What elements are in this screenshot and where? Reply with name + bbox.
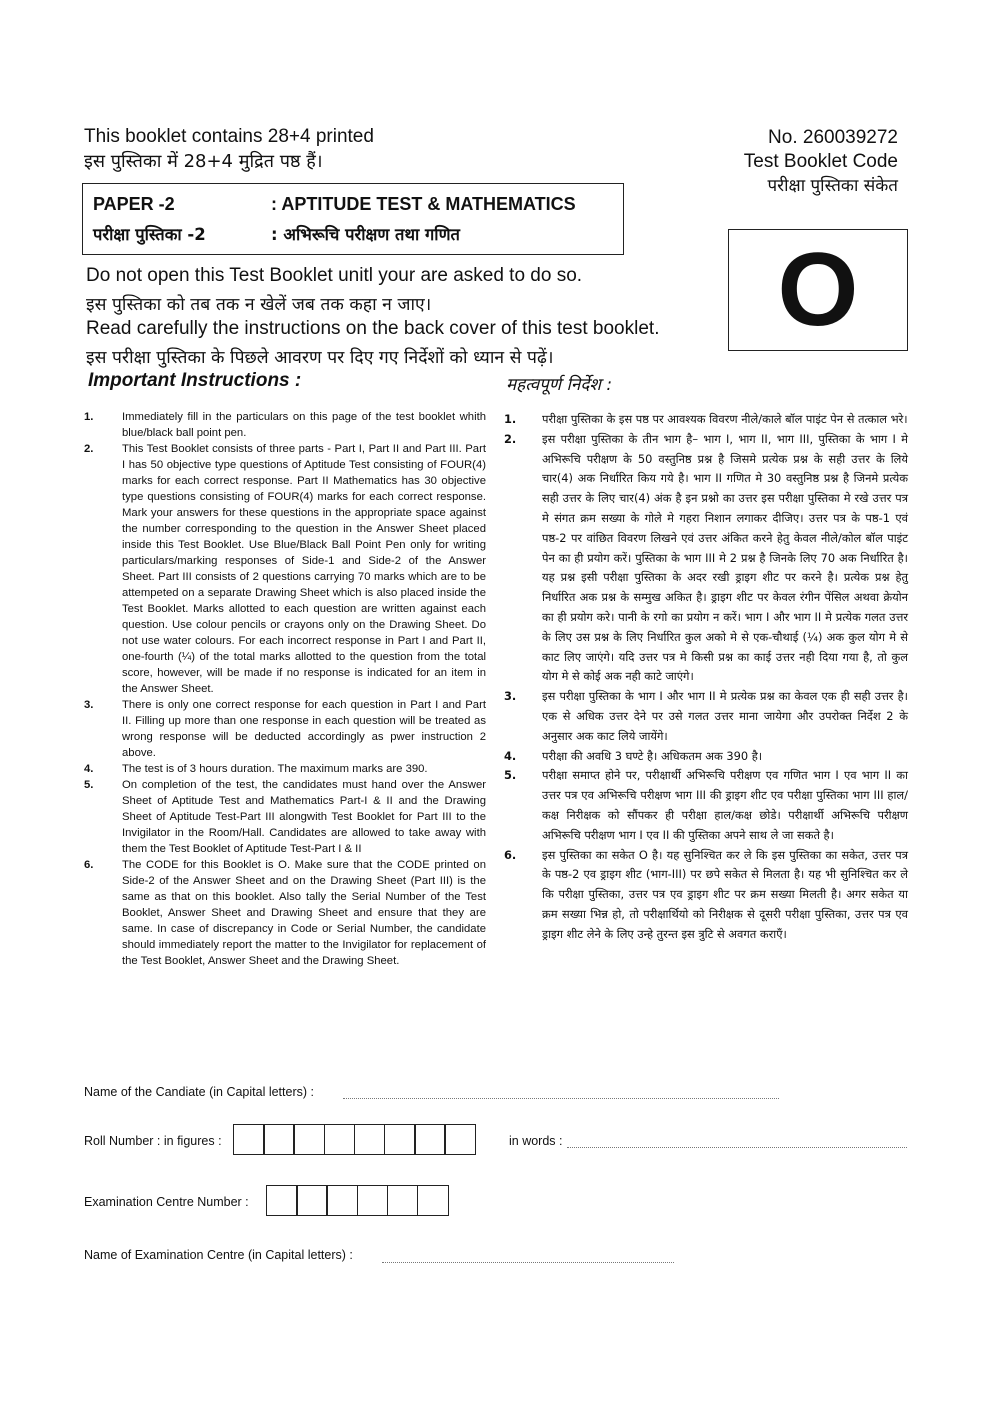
digit-box[interactable] — [324, 1124, 356, 1155]
item-text: इस परीक्षा पुस्तिका के भाग I और भाग II मे प्रत्येक प्रश्न का केवल एक ही सही उत्तर है। एक से अधिक उत्तर देने पर उसे गलत उत्तर माना जायेगा और उपरोक्त निर्देश 2 के अनुसार अक काट लिये जायेंगे। — [542, 689, 908, 743]
digit-box[interactable] — [357, 1185, 389, 1216]
item-number: 1. — [84, 411, 94, 423]
item-text: Immediately fill in the particulars on this page of the test booklet whith blue/black ball point pen. — [122, 411, 486, 439]
item-text: इस पुस्तिका का सकेत O है। यह सुनिश्चित कर ले कि इस पुस्तिका का सकेत, उत्तर पत्र के पष्ठ-2 एव ड्राइग शीट (भाग-III) पर छपे सकेत से मिलता है। यह भी सुनिश्चित कर ले कि परीक्षा पुस्तिका, उत्तर पत्र एव ड्राइग शीट पर क्रम सख्या मिलती है। अगर सकेत या क्रम सख्या भिन्न हो, तो परीक्षार्थियो को निरीक्षक से दूसरी परीक्षा पुस्तिका, उत्तर पत्र एव ड्राइग शीट लेने के लिए उन्हे तुरन्त इस त्रुटि से अवगत कराएँ। — [542, 847, 908, 941]
digit-box[interactable] — [354, 1124, 386, 1155]
item-number: 4. — [84, 763, 94, 775]
centre-number-boxes[interactable] — [266, 1185, 447, 1216]
notice-line2-en: Read carefully the instructions on the back cover of this test booklet. — [86, 318, 660, 339]
centre-name-field[interactable] — [382, 1262, 674, 1263]
centre-name-label: Name of Examination Centre (in Capital letters) : — [84, 1248, 353, 1262]
item-number: 3. — [84, 699, 94, 711]
booklet-code: O — [777, 232, 859, 348]
item-text: परीक्षा की अवधि 3 घण्टे है। अधिकतम अक 390 है। — [542, 748, 763, 763]
paper-label-en: PAPER -2 — [93, 194, 175, 214]
item-text: The test is of 3 hours duration. The maximum marks are 390. — [122, 763, 428, 775]
digit-box[interactable] — [444, 1124, 476, 1155]
digit-box[interactable] — [293, 1124, 325, 1155]
instruction-item — [84, 777, 486, 857]
paper-box — [82, 183, 624, 255]
digit-box[interactable] — [266, 1185, 298, 1216]
digit-box[interactable] — [233, 1124, 265, 1155]
roll-number-boxes[interactable] — [233, 1124, 475, 1155]
item-number: 3. — [504, 689, 517, 704]
item-number: 6. — [84, 859, 94, 871]
notice-line1-hi: इस पुस्तिका को तब तक न खेलें जब तक कहा न जाए। — [86, 295, 432, 315]
item-number: 5. — [504, 768, 517, 783]
booklet-info — [744, 126, 898, 198]
item-number: 6. — [504, 847, 517, 862]
item-text: इस परीक्षा पुस्तिका के तीन भाग है– भाग I, भाग II, भाग III, पुस्तिका के भाग I मे अभिरूचि परीक्षण के 50 वस्तुनिष्ठ प्रश्न है जिसमे प्रत्येक प्रश्न के सही उत्तर के लिये चार(4) अक निर्धारित किय गये है। भाग II गणित मे 30 वस्तुनिष्ठ प्रश्न है जिनमे प्रत्येक सही उत्तर के लिए चार(4) अंक है इन प्रश्नो का उत्तर इस परीक्षा पुस्तिका मे रखे उत्तर पत्र मे संगत क्रम सख्या के गोले मे गहरा निशान लगाकर दीजिए। उत्तर पत्र के पष्ठ-1 एवं पष्ठ-2 पर वांछित विवरण लिखने एवं उत्तर अंकित करने हेतु केवल नीले/कोल बॉल पाइंट पेन का ही प्रयोग करें। पुस्तिका के भाग III मे 2 प्रश्न है जिनके लिए 70 अक निर्धारित है। यह प्रश्न इसी परीक्षा पुस्तिका के अदर रखी ड्राइग शीट पर करने है। प्रत्येक प्रश्न हेतु निर्धारित अक प्रश्न के सम्मुख अकित है। ड्राइग शीट पर केवल रंगीन पेंसिल अथवा क्रेयोन का ही प्रयोग करे। पानी के रगो का प्रयोग न करें। भाग I और भाग II मे प्रत्येक गलत उत्तर के लिए उस प्रश्न के लिए निर्धारित कुल अको मे से एक-चौथाई (¼) अक कुल योग मे से काट लिए जाएंगे। यदि उत्तर पत्र मे किसी प्रश्न का काई उत्तर नही दिया गया है, तो कुल योग मे से कोई अक नही काटे जाएंगे। — [542, 431, 908, 684]
instruction-item — [84, 697, 486, 761]
item-text: The CODE for this Booklet is O. Make sure that the CODE printed on Side-2 of the Answer Sheet and on the Drawing Sheet (Part III) is the same as that on this booklet. Also tally the Serial Number of the Test Booklet, Answer Sheet and Drawing Sheet and ensure that they are same. In case of discrepancy in Code or Serial Number, the candidate should immediately report the matter to the Invigilator for replacement of the Test Booklet, Answer Sheet and the Drawing Sheet. — [122, 859, 486, 967]
instruction-item-hi — [504, 430, 908, 687]
item-text: परीक्षा पुस्तिका के इस पष्ठ पर आवश्यक विवरण नीले/काले बॉल पाइंट पेन से तत्काल भरे। — [542, 412, 908, 426]
item-number: 2. — [84, 443, 94, 455]
code-label-en: Test Booklet Code — [743, 151, 898, 172]
paper-title-hi: : अभिरूचि परीक्षण तथा गणित — [271, 225, 460, 244]
digit-box[interactable] — [387, 1185, 419, 1216]
roll-words-label: in words : — [509, 1134, 563, 1148]
code-box — [728, 229, 908, 351]
candidate-name-label: Name of the Candiate (in Capital letters) : — [84, 1085, 314, 1099]
item-number: 5. — [84, 779, 94, 791]
item-text: परीक्षा समाप्त होने पर, परीक्षार्थी अभिरूचि परीक्षण एव गणित भाग I एव भाग II का उत्तर पत्र एव अभिरूचि परीक्षण भाग III की ड्राइग शीट एव परीक्षा पुस्तिका भाग III हाल/कक्ष निरीक्षक को सौंपकर ही परीक्षा हाल/कक्ष छोडे। परीक्षार्थी अभिरूचि परीक्षण अभिरूचि परीक्षण भाग I एव II की पुस्तिका अपने साथ ले जा सकते है। — [542, 768, 908, 842]
item-number: 1. — [504, 412, 517, 426]
digit-box[interactable] — [326, 1185, 358, 1216]
instruction-item — [84, 441, 486, 697]
digit-box[interactable] — [414, 1124, 446, 1155]
item-number: 2. — [504, 431, 517, 446]
centre-number-label: Examination Centre Number : — [84, 1195, 249, 1209]
instruction-item — [84, 409, 486, 441]
instructions-heading-en: Important Instructions : — [88, 370, 302, 391]
paper-label-hi: परीक्षा पुस्तिका -2 — [93, 225, 206, 244]
item-text: On completion of the test, the candidates must hand over the Answer Sheet of Aptitude Test and Mathematics Part-I & II and the Drawing Sheet of Aptitude Test-Part III alongwith Test Booklet for Part III to the Invigilator in the Room/Hall. Candidates are allowed to take away with them the Test Booklet of Aptitude Test-Part I & II — [122, 779, 486, 855]
paper-title-en: : APTITUDE TEST & MATHEMATICS — [271, 194, 576, 214]
digit-box[interactable] — [417, 1185, 449, 1216]
notice-line2-hi: इस परीक्षा पुस्तिका के पिछले आवरण पर दिए गए निर्देशों को ध्यान से पढ़ें। — [86, 348, 554, 368]
instruction-item — [84, 761, 486, 777]
code-label-hi: परीक्षा पुस्तिका संकेत — [767, 176, 898, 196]
candidate-name-field[interactable] — [343, 1098, 779, 1099]
digit-box[interactable] — [384, 1124, 416, 1155]
instruction-item-hi — [504, 747, 908, 767]
instructions-heading-hi: महत्वपूर्ण निर्देश : — [506, 375, 613, 395]
instruction-item-hi — [504, 410, 908, 430]
booklet-pages-hi: इस पुस्तिका में 28+4 मुद्रित पष्ठ हैं। — [84, 151, 323, 172]
booklet-pages-en: This booklet contains 28+4 printed — [84, 126, 374, 147]
roll-words-field[interactable] — [567, 1147, 907, 1148]
booklet-number: No. 260039272 — [768, 127, 898, 148]
item-text: This Test Booklet consists of three parts - Part I, Part II and Part III. Part I has 50 objective type questions of Aptitude Test consisting of FOUR(4) marks for each correct response. Part II Mathematics has 30 objective type questions consisting of FOUR(4) marks for each correct response. Mark your answers for these questions in the appropriate space against the number corresponding to the question in the Answer Sheet placed inside this Test Booklet. Use Blue/Black Ball Point Pen only for writing particulars/marking responses of Side-1 and Side-2 of the Answer Sheet. Part III consists of 2 questions carrying 70 marks which are to be attempeted on a separate Drawing Sheet which is also placed inside the Test Booklet. Marks allotted to each question are written against each question. Use colour pencils or crayons only on the Drawing Sheet. Do not use water colours. For each incorrect response in Part I and Part II, one-fourth (¼) of the total marks allotted to the question from the total score, however, will be made if no response is indicated for an item in the Answer Sheet. — [122, 443, 486, 695]
roll-number-label: Roll Number : in figures : — [84, 1134, 222, 1148]
item-number: 4. — [504, 748, 517, 763]
instruction-item-hi — [504, 687, 908, 746]
notice-line1-en: Do not open this Test Booklet unitl your are asked to do so. — [86, 265, 583, 286]
paper-row-hi — [93, 222, 460, 245]
paper-row-en — [93, 194, 576, 215]
instruction-item — [84, 857, 486, 969]
instruction-item-hi — [504, 846, 908, 945]
item-text: There is only one correct response for each question in Part I and Part II. Filling up more than one response in each question will be treated as wrong response will be deducted accordingly as pwer instruction 2 above. — [122, 699, 486, 759]
instructions-list-en — [84, 409, 486, 969]
instructions-list-hi — [504, 410, 908, 945]
instruction-item-hi — [504, 766, 908, 845]
digit-box[interactable] — [263, 1124, 295, 1155]
digit-box[interactable] — [296, 1185, 328, 1216]
